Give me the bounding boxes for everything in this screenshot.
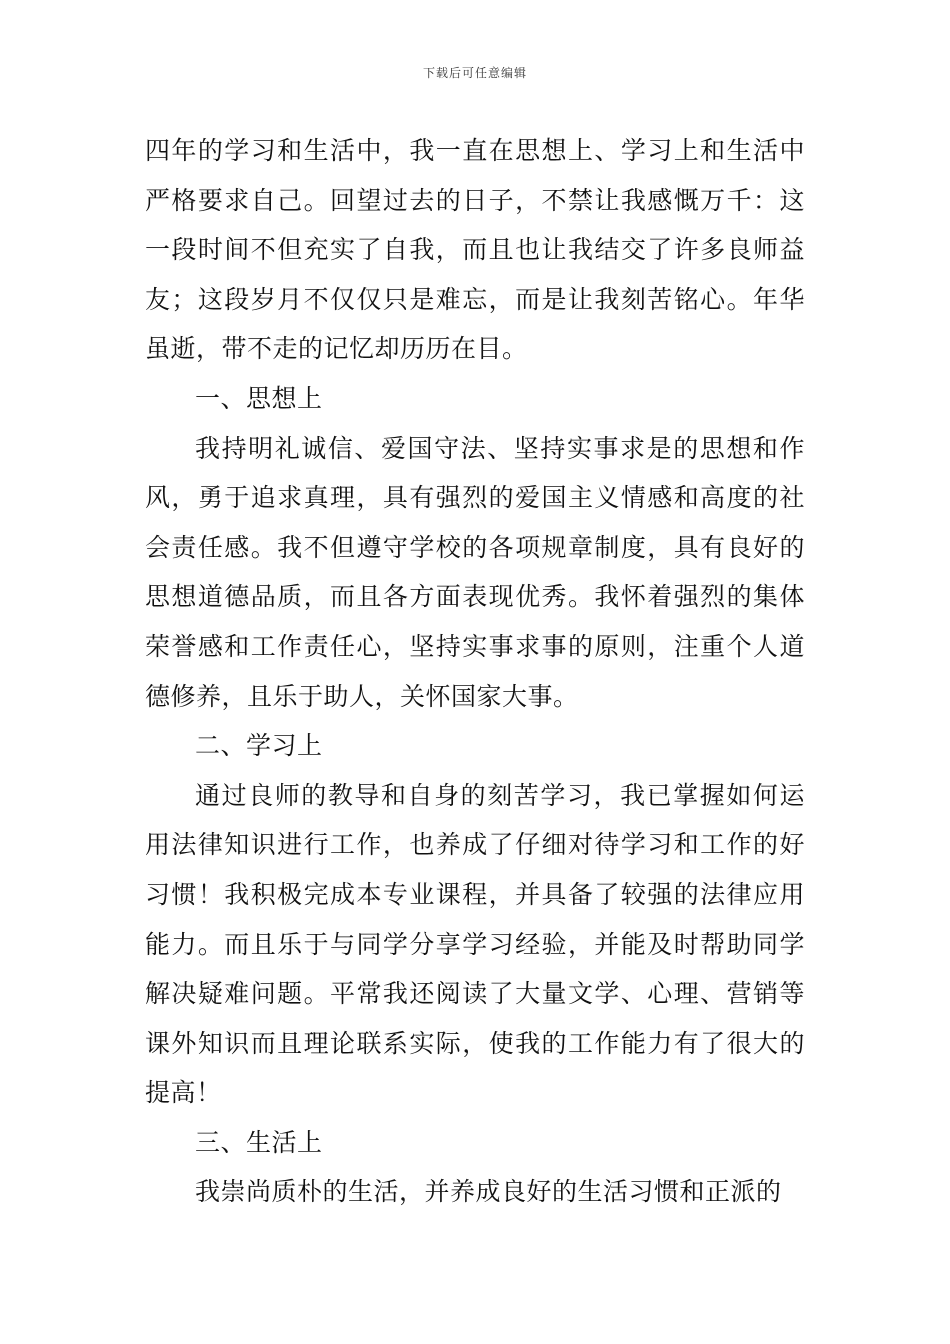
section-heading-study: 二、学习上 (195, 731, 323, 761)
page-header: 下载后可任意编辑 (422, 66, 527, 80)
section-heading-thought: 一、思想上 (195, 383, 323, 413)
section-heading-life: 三、生活上 (195, 1127, 323, 1157)
paragraph-study: 通过良师的教导和自身的刻苦学习，我已掌握如何运用法律知识进行工作，也养成了仔细对待学习和工作的好习惯！我积极完成本专业课程，并具备了较强的法律应用能力。而且乐于与同学分享学习经验，并能及时帮助同学解决疑难问题。平常我还阅读了大量文学、心理、营销等课外知识而且理论联系实际，使我的工作能力有了很大的提高！ (145, 780, 805, 1108)
paragraph-thought: 我持明礼诚信、爱国守法、坚持实事求是的思想和作风，勇于追求真理，具有强烈的爱国主义情感和高度的社会责任感。我不但遵守学校的各项规章制度，具有良好的思想道德品质，而且各方面表现优秀。我怀着强烈的集体荣誉感和工作责任心，坚持实事求事的原则，注重个人道德修养，且乐于助人，关怀国家大事。 (145, 433, 805, 711)
paragraph-life: 我崇尚质朴的生活，并养成良好的生活习惯和正派的 (195, 1177, 782, 1207)
paragraph-intro: 四年的学习和生活中，我一直在思想上、学习上和生活中严格要求自己。回望过去的日子，不禁让我感慨万千：这一段时间不但充实了自我，而且也让我结交了许多良师益友；这段岁月不仅仅只是难忘，而是让我刻苦铭心。年华虽逝，带不走的记忆却历历在目。 (145, 136, 805, 364)
document-body (145, 126, 805, 1217)
